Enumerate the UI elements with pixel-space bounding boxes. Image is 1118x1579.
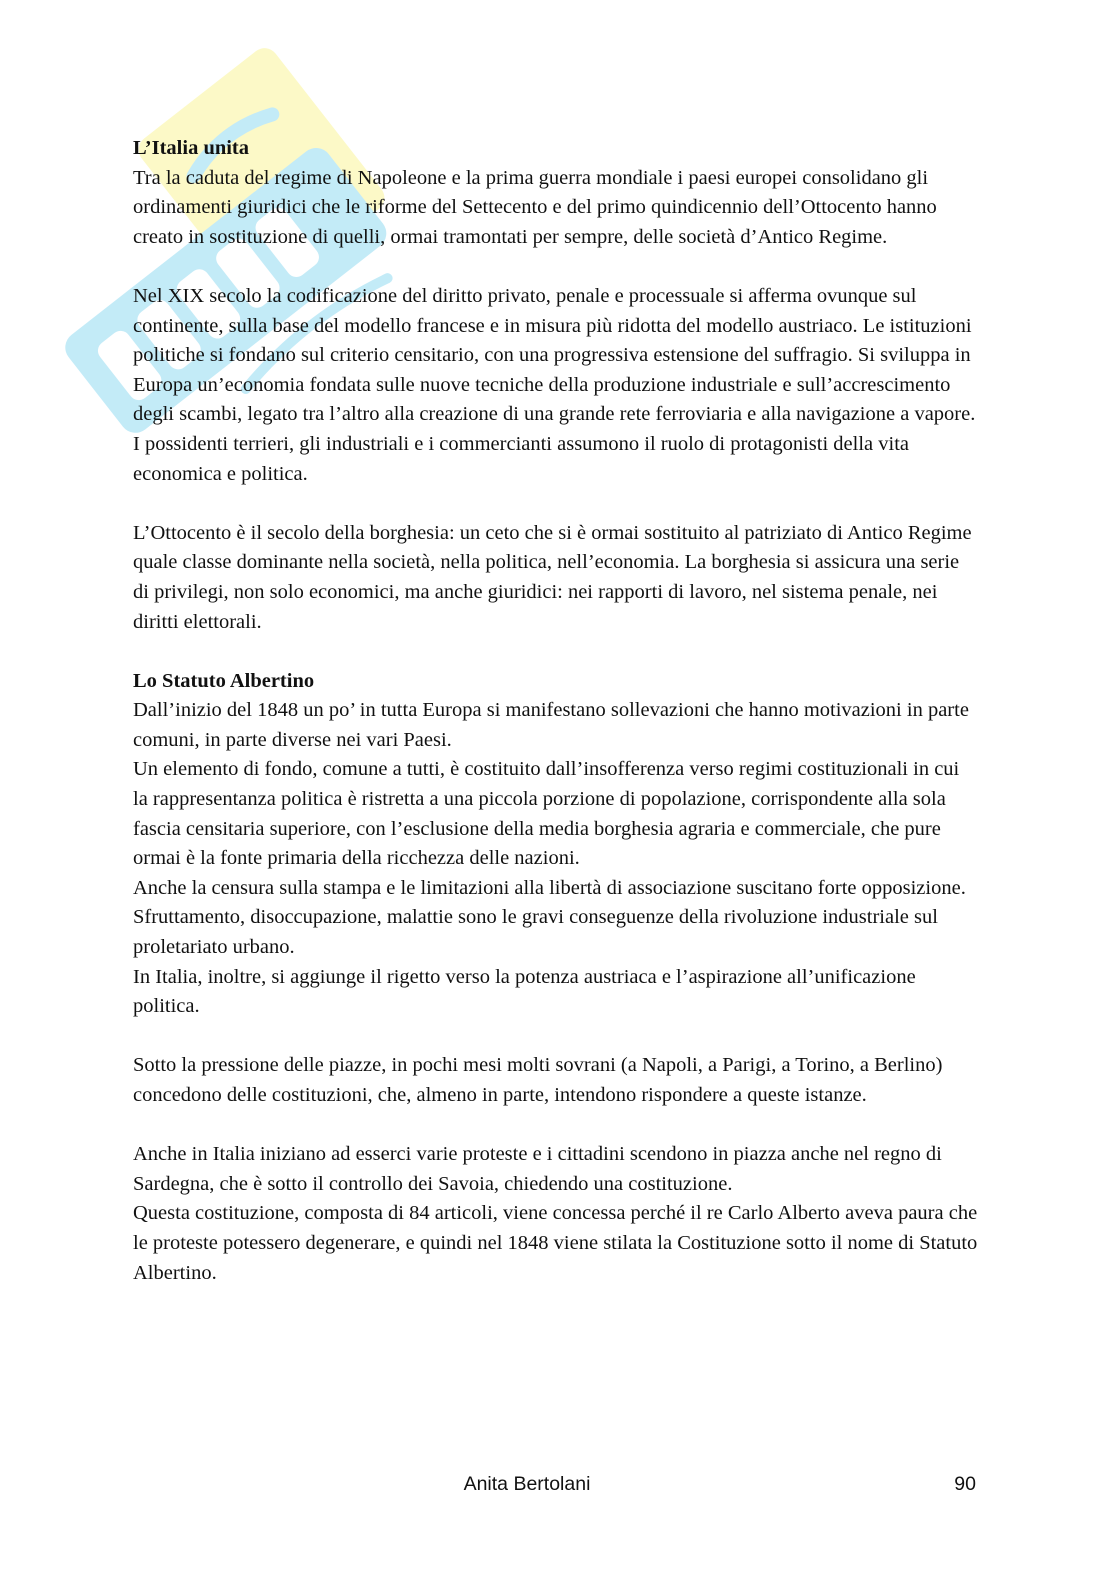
paragraph: Sotto la pressione delle piazze, in pochi mesi molti sovrani (a Napoli, a Parigi, a Torino, a Berlino) concedono delle costituzioni, che, almeno in parte, intendono rispondere a queste istanze.: [133, 1054, 943, 1106]
paragraph: Un elemento di fondo, comune a tutti, è costituito dall’insofferenza verso regimi costituzionali in cui la rappresentanza politica è ristretta a una piccola porzione di popolazione, corrispondente alla sola fascia censitaria superiore, con l’esclusione della media borghesia agraria e commerciale, che pure ormai è la fonte primaria della ricchezza delle nazioni.: [133, 758, 960, 870]
footer-author: Anita Bertolani: [463, 1473, 591, 1495]
document-body: [133, 134, 978, 1288]
paragraph: In Italia, inoltre, si aggiunge il rigetto verso la potenza austriaca e l’aspirazione all’unificazione politica.: [133, 965, 916, 1018]
paragraph: I possidenti terrieri, gli industriali e i commercianti assumono il ruolo di protagonisti della vita economica e politica.: [133, 432, 909, 485]
paragraph: Anche in Italia iniziano ad esserci varie proteste e i cittadini scendono in piazza anche nel regno di Sardegna, che è sotto il controllo dei Savoia, chiedendo una costituzione.: [133, 1143, 942, 1195]
paragraph-gap: [133, 252, 978, 282]
paragraph: Dall’inizio del 1848 un po’ in tutta Europa si manifestano sollevazioni che hanno motivazioni in parte comuni, in parte diverse nei vari Paesi.: [133, 699, 969, 751]
paragraph: L’Ottocento è il secolo della borghesia: un ceto che si è ormai sostituito al patriziato di Antico Regime quale classe dominante nella società, nella politica, nell’economia. La borghesia si assicura una serie di privilegi, non solo economici, ma anche giuridici: nei rapporti di lavoro, nel sistema penale, nei diritti elettorali.: [133, 521, 972, 633]
paragraph: Nel XIX secolo la codificazione del diritto privato, penale e processuale si afferma ovunque sul continente, sulla base del modello francese e in misura più ridotta del modello austriaco. Le istituzioni politiche si fondano sul criterio censitario, con una progressiva estensione del suffragio. Si sviluppa in Europa un’economia fondata sulle nuove tecniche della produzione industriale e sull’accrescimento degli scambi, legato tra l’altro alla creazione di una grande rete ferroviaria e alla navigazione a vapore.: [133, 284, 976, 426]
section-heading-italia-unita: L’Italia unita: [133, 137, 250, 159]
section-heading-statuto-albertino: Lo Statuto Albertino: [133, 669, 315, 692]
paragraph: Questa costituzione, composta di 84 articoli, viene concessa perché il re Carlo Alberto aveva paura che le proteste potessero degenerare, e quindi nel 1848 viene stilata la Costituzione sotto il nome di Statuto Albertino.: [133, 1202, 978, 1284]
paragraph-gap: [133, 1022, 978, 1052]
paragraph: Tra la caduta del regime di Napoleone e la prima guerra mondiale i paesi europei consolidano gli ordinamenti giuridici che le riforme del Settecento e del primo quindicennio dell’Ottocento hanno creato in sostituzione di quelli, ormai tramontati per sempre, delle società d’Antico Regime.: [133, 166, 937, 248]
paragraph-gap: [133, 637, 978, 667]
paragraph-gap: [133, 1111, 978, 1141]
paragraph-gap: [133, 489, 978, 519]
footer-page-number: 90: [954, 1473, 976, 1495]
paragraph: Anche la censura sulla stampa e le limitazioni alla libertà di associazione suscitano forte opposizione. Sfruttamento, disoccupazione, malattie sono le gravi conseguenze della rivoluzione industriale sul proletariato urbano.: [133, 876, 966, 959]
